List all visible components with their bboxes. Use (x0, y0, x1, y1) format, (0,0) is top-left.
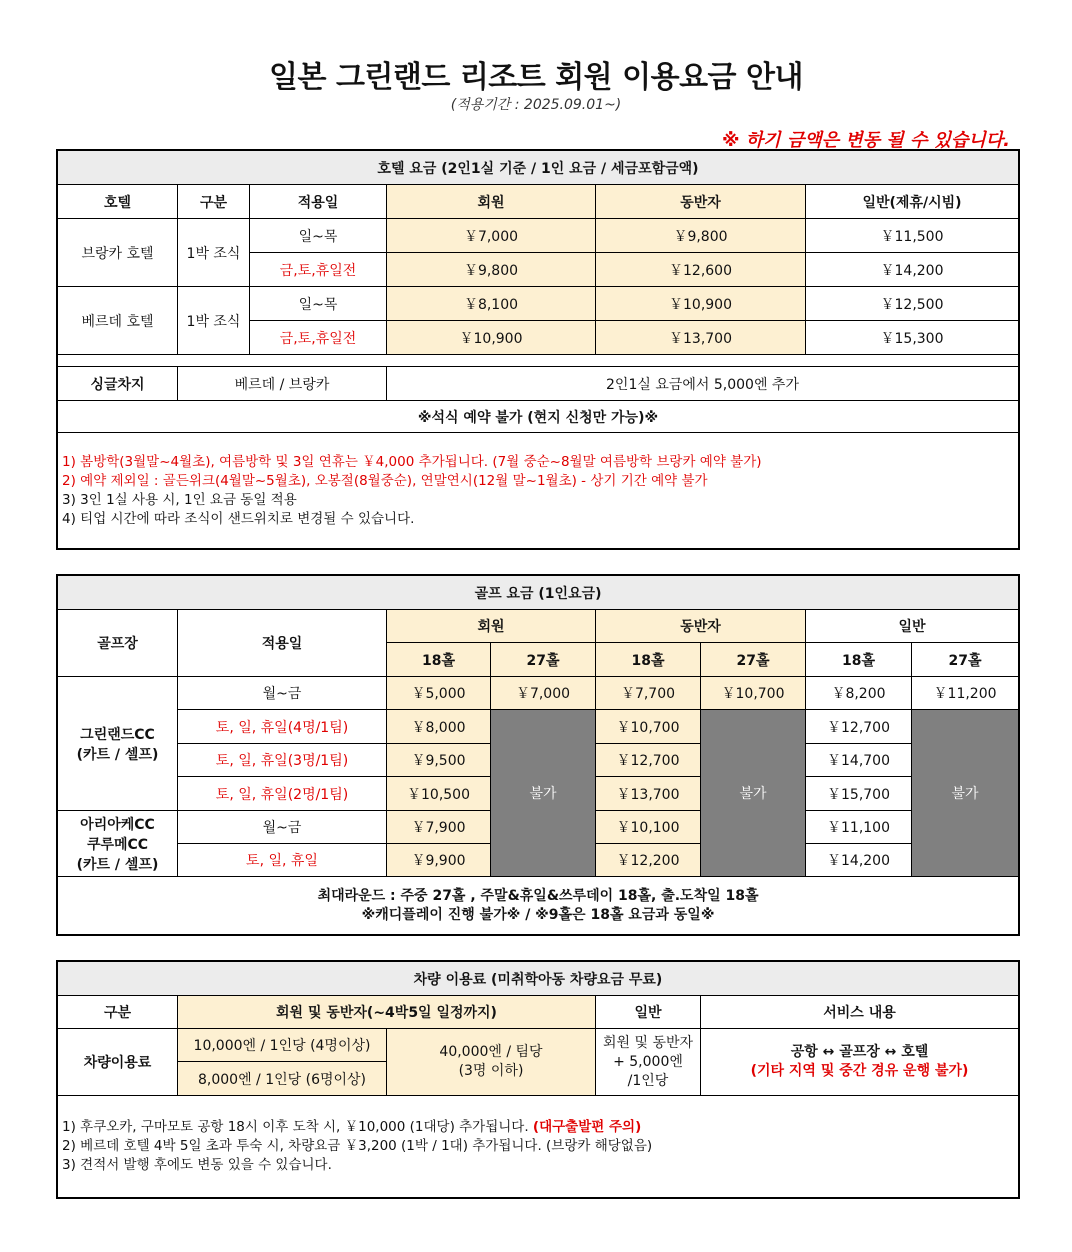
course-name: 그린랜드CC (80, 726, 155, 743)
price-change-notice: ※ 하기 금액은 변동 될 수 있습니다. (722, 130, 1010, 151)
member-27-unavailable: 불가 (491, 710, 596, 877)
spacer-row (58, 355, 1019, 367)
col-general: 일반 (596, 996, 701, 1029)
vehicle-notes (58, 1096, 1019, 1198)
member-price: ￥10,900 (387, 321, 596, 355)
general-18-price: ￥15,700 (806, 777, 912, 811)
apply-day: 토, 일, 휴일(2명/1팀) (178, 777, 387, 811)
single-charge-row (58, 367, 1019, 401)
golf-footer-line-1: 최대라운드 : 주중 27홀 , 주말&휴일&쓰루데이 18홀, 출.도착일 18홀 (317, 887, 759, 904)
vehicle-note-1 (62, 1118, 1014, 1137)
col-general: 일반(제휴/시빔) (806, 185, 1019, 219)
member-price: ￥7,000 (387, 219, 596, 253)
single-charge-label: 싱글차지 (58, 367, 178, 401)
per-person-4plus: 10,000엔 / 1인당 (4명이상) (178, 1029, 387, 1062)
course-ariake-kurume (58, 811, 178, 877)
member-27-price: ￥7,000 (491, 677, 596, 710)
member-18-price: ￥9,500 (387, 744, 491, 777)
general-price: ￥11,500 (806, 219, 1019, 253)
golf-footer (58, 877, 1019, 935)
general-18-price: ￥14,200 (806, 844, 912, 877)
general-price: ￥14,200 (806, 253, 1019, 287)
hotel-note-2: 2) 예약 제외일 : 골든위크(4월말~5월초), 오봉절(8월중순), 연말연시(12월 말~1월초) - 상기 기간 예약 불가 (62, 472, 708, 489)
general-27-unavailable: 불가 (912, 710, 1019, 877)
col-course: 골프장 (58, 610, 178, 677)
vehicle-fee-label: 차량이용료 (58, 1029, 178, 1096)
companion-18-price: ￥12,700 (596, 744, 701, 777)
golf-footer-line-2: ※캐디플레이 진행 불가※ / ※9홀은 18홀 요금과 동일※ (361, 906, 715, 923)
hotel-type: 1박 조식 (178, 219, 250, 287)
general-18-price: ￥14,700 (806, 744, 912, 777)
table-row (58, 219, 1019, 253)
apply-day: 토, 일, 휴일(3명/1팀) (178, 744, 387, 777)
member-18-price: ￥5,000 (387, 677, 491, 710)
col-member-27: 27홀 (491, 643, 596, 677)
hotel-rate-table (57, 150, 1019, 549)
col-member: 회원 (387, 610, 596, 643)
companion-price: ￥12,600 (596, 253, 806, 287)
col-companion: 동반자 (596, 610, 806, 643)
apply-day: 일~목 (250, 287, 387, 321)
companion-18-price: ￥10,100 (596, 811, 701, 844)
col-general-18: 18홀 (806, 643, 912, 677)
general-price: ￥12,500 (806, 287, 1019, 321)
general-18-price: ￥12,700 (806, 710, 912, 744)
apply-day: 월~금 (178, 811, 387, 844)
companion-18-price: ￥7,700 (596, 677, 701, 710)
member-price: ￥8,100 (387, 287, 596, 321)
col-member-18: 18홀 (387, 643, 491, 677)
apply-day: 토, 일, 휴일(4명/1팀) (178, 710, 387, 744)
vehicle-table-caption: 차량 이용료 (미취학아동 차량요금 무료) (58, 962, 1019, 996)
general-fee-line-2: + 5,000엔 (613, 1053, 683, 1070)
col-general: 일반 (806, 610, 1019, 643)
hotel-note-4: 4) 티업 시간에 따라 조식이 샌드위치로 변경될 수 있습니다. (62, 510, 415, 527)
col-day: 적용일 (178, 610, 387, 677)
col-companion: 동반자 (596, 185, 806, 219)
member-price: ￥9,800 (387, 253, 596, 287)
col-day: 적용일 (250, 185, 387, 219)
vehicle-note-2: 2) 베르데 호텔 4박 5일 초과 투숙 시, 차량요금 ￥3,200 (1박 / 1대) 추가됩니다. (브랑카 해당없음) (62, 1138, 653, 1154)
general-27-price: ￥11,200 (912, 677, 1019, 710)
apply-day: 금,토,휴일전 (250, 321, 387, 355)
col-member-companion: 회원 및 동반자(~4박5일 일정까지) (178, 996, 596, 1029)
hotel-note-1: 1) 봄방학(3월말~4월초), 여름방학 및 3일 연휴는 ￥4,000 추가됩니다. (7월 중순~8월말 여름방학 브랑카 예약 불가) (62, 453, 762, 470)
apply-day: 월~금 (178, 677, 387, 710)
table-row (58, 287, 1019, 321)
hotel-notes (58, 433, 1019, 549)
single-charge-hotels: 베르데 / 브랑카 (178, 367, 387, 401)
vehicle-note-3: 3) 견적서 발행 후에도 변동 있을 수 있습니다. (62, 1157, 332, 1173)
dinner-note: ※석식 예약 불가 (현지 신청만 가능)※ (58, 401, 1019, 433)
apply-day: 일~목 (250, 219, 387, 253)
col-service: 서비스 내용 (701, 996, 1019, 1029)
general-vehicle-fee (596, 1029, 701, 1096)
period-subtitle: (적용기간 : 2025.09.01~) (450, 97, 622, 113)
col-companion-18: 18홀 (596, 643, 701, 677)
general-fee-line-3: /1인당 (627, 1072, 669, 1089)
general-price: ￥15,300 (806, 321, 1019, 355)
general-fee-line-1: 회원 및 동반자 (602, 1034, 694, 1051)
member-18-price: ￥8,000 (387, 710, 491, 744)
companion-27-unavailable: 불가 (701, 710, 806, 877)
col-member: 회원 (387, 185, 596, 219)
course-name: 아리아케CC (80, 816, 155, 833)
table-row (58, 710, 1019, 744)
companion-18-price: ￥12,200 (596, 844, 701, 877)
companion-27-price: ￥10,700 (701, 677, 806, 710)
table-row (58, 677, 1019, 710)
companion-18-price: ￥10,700 (596, 710, 701, 744)
single-charge-desc: 2인1실 요금에서 5,000엔 추가 (387, 367, 1019, 401)
hotel-type: 1박 조식 (178, 287, 250, 355)
course-note: (카트 / 셀프) (76, 746, 159, 763)
member-18-price: ￥10,500 (387, 777, 491, 811)
vehicle-fee-table (57, 961, 1019, 1198)
member-18-price: ￥9,900 (387, 844, 491, 877)
apply-day: 토, 일, 휴일 (178, 844, 387, 877)
col-general-27: 27홀 (912, 643, 1019, 677)
golf-rate-table (57, 575, 1019, 935)
per-team-condition: (3명 이하) (458, 1063, 524, 1079)
course-name: 쿠루메CC (86, 836, 149, 853)
service-description (701, 1029, 1019, 1096)
service-route: 공항 ↔ 골프장 ↔ 호텔 (790, 1044, 929, 1060)
per-team-price: 40,000엔 / 팀당 (439, 1044, 543, 1060)
apply-day: 금,토,휴일전 (250, 253, 387, 287)
per-team-fee (387, 1029, 596, 1096)
page-title: 일본 그린랜드 리조트 회원 이용요금 안내 (269, 60, 803, 95)
course-note: (카트 / 셀프) (76, 856, 159, 873)
vehicle-note-1-text: 1) 후쿠오카, 구마모토 공항 18시 이후 도착 시, ￥10,000 (1대당) 추가됩니다. (62, 1119, 533, 1135)
col-hotel: 호텔 (58, 185, 178, 219)
per-person-6plus: 8,000엔 / 1인당 (6명이상) (178, 1062, 387, 1096)
companion-price: ￥9,800 (596, 219, 806, 253)
companion-price: ￥10,900 (596, 287, 806, 321)
hotel-note-3: 3) 3인 1실 사용 시, 1인 요금 동일 적용 (62, 491, 297, 508)
hotel-table-caption: 호텔 요금 (2인1실 기준 / 1인 요금 / 세금포함금액) (58, 151, 1019, 185)
service-restriction: (기타 지역 및 중간 경유 운행 불가) (750, 1063, 969, 1079)
col-type: 구분 (58, 996, 178, 1029)
general-18-price: ￥11,100 (806, 811, 912, 844)
course-greenland (58, 677, 178, 811)
col-type: 구분 (178, 185, 250, 219)
general-18-price: ￥8,200 (806, 677, 912, 710)
hotel-name: 브랑카 호텔 (58, 219, 178, 287)
companion-price: ￥13,700 (596, 321, 806, 355)
member-18-price: ￥7,900 (387, 811, 491, 844)
vehicle-note-1-warning: (대구출발편 주의) (532, 1119, 642, 1135)
hotel-name: 베르데 호텔 (58, 287, 178, 355)
companion-18-price: ￥13,700 (596, 777, 701, 811)
golf-table-caption: 골프 요금 (1인요금) (58, 576, 1019, 610)
col-companion-27: 27홀 (701, 643, 806, 677)
